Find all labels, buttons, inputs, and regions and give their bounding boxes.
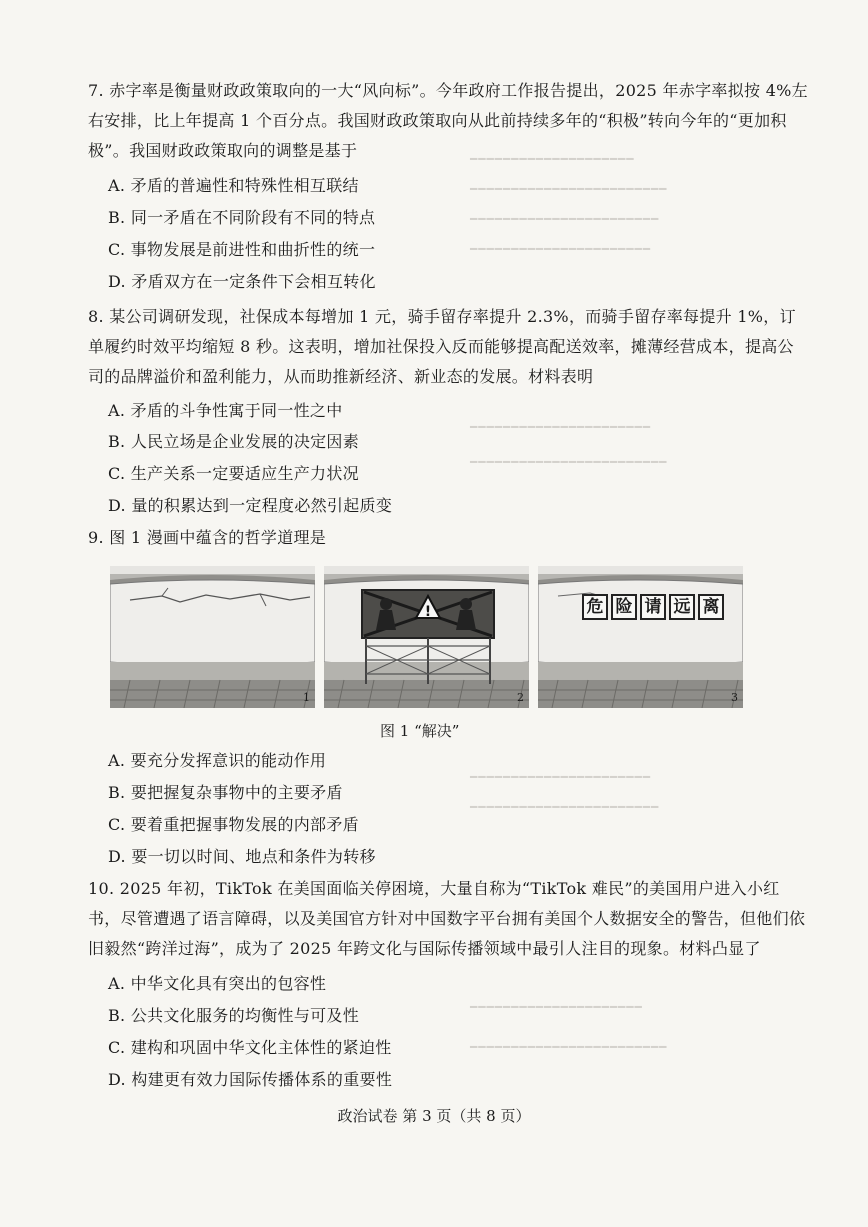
bleed-through-text: ━━━━━━━━━━━━━━━━━━━━━━━━: [470, 455, 668, 469]
danger-sign-char: 险: [611, 594, 637, 620]
question-9-option-c: C. 要着重把握事物发展的内部矛盾: [108, 815, 359, 834]
question-9-stem: 9. 图 1 漫画中蕴含的哲学道理是: [88, 528, 327, 547]
figure-panel-1: [110, 566, 315, 708]
bleed-through-text: ━━━━━━━━━━━━━━━━━━━━━━: [470, 420, 651, 434]
question-8-option-d: D. 量的积累达到一定程度必然引起质变: [108, 496, 393, 515]
question-10-option-c: C. 建构和巩固中华文化主体性的紧迫性: [108, 1038, 392, 1057]
bleed-through-text: ━━━━━━━━━━━━━━━━━━━━━━━━: [470, 182, 668, 196]
danger-sign-char: 远: [669, 594, 695, 620]
bleed-through-text: ━━━━━━━━━━━━━━━━━━━━━━━: [470, 212, 660, 226]
panel-number-2: 2: [517, 691, 524, 704]
bleed-through-text: ━━━━━━━━━━━━━━━━━━━━━━: [470, 770, 651, 784]
page-footer: 政治试卷 第 3 页（共 8 页）: [337, 1107, 531, 1125]
question-9-option-d: D. 要一切以时间、地点和条件为转移: [108, 847, 376, 866]
question-9-option-a: A. 要充分发挥意识的能动作用: [108, 751, 327, 770]
panel-number-3: 3: [731, 691, 738, 704]
question-7-option-c: C. 事物发展是前进性和曲折性的统一: [108, 240, 376, 259]
question-7-option-a: A. 矛盾的普遍性和特殊性相互联结: [108, 176, 359, 195]
figure-panel-2: [324, 566, 529, 708]
question-8-stem: 8. 某公司调研发现，社保成本每增加 1 元，骑手留存率提升 2.3%，而骑手留存率每提升 1%，订单履约时效平均缩短 8 秒。这表明，增加社保投入反而能够提高配送效率，摊薄经营成本，提高公司的品牌溢价和盈利能力，从而助推新经济、新业态的发展。材料表明: [88, 307, 796, 386]
svg-text:!: !: [424, 604, 432, 620]
danger-sign: [582, 594, 724, 620]
question-10-stem: 10. 2025 年初，TikTok 在美国面临关停困境，大量自称为“TikTok 难民”的美国用户进入小红书，尽管遭遇了语言障碍，以及美国官方针对中国数字平台拥有美国个人数据安全的警告，但他们依旧毅然“跨洋过海”，成为了 2025 年跨文化与国际传播领域中最引人注目的现象。材料凸显了: [88, 879, 806, 958]
question-7-option-b: B. 同一矛盾在不同阶段有不同的特点: [108, 208, 376, 227]
bleed-through-text: ━━━━━━━━━━━━━━━━━━━━━━━: [470, 800, 660, 814]
bleed-through-text: ━━━━━━━━━━━━━━━━━━━━━━━━: [470, 1040, 668, 1054]
figure-panel-3: [538, 566, 743, 708]
panel-number-1: 1: [303, 691, 310, 704]
question-7-stem: 7. 赤字率是衡量财政政策取向的一大“风向标”。今年政府工作报告提出，2025 年赤字率拟按 4%左右安排，比上年提高 1 个百分点。我国财政政策取向从此前持续多年的“积极”转向今年的“更加积极”。我国财政政策取向的调整是基于: [88, 81, 808, 160]
question-9-option-b: B. 要把握复杂事物中的主要矛盾: [108, 783, 343, 802]
bleed-through-text: ━━━━━━━━━━━━━━━━━━━━: [470, 152, 635, 166]
question-10-option-a: A. 中华文化具有突出的包容性: [108, 974, 327, 993]
warning-board-illustration: [324, 566, 529, 708]
question-10-option-b: B. 公共文化服务的均衡性与可及性: [108, 1006, 360, 1025]
question-8-option-a: A. 矛盾的斗争性寓于同一性之中: [108, 401, 343, 420]
bleed-through-text: ━━━━━━━━━━━━━━━━━━━━━━: [470, 242, 651, 256]
danger-sign-char: 离: [698, 594, 724, 620]
question-8-option-b: B. 人民立场是企业发展的决定因素: [108, 432, 360, 451]
bleed-through-text: ━━━━━━━━━━━━━━━━━━━━━: [470, 1000, 643, 1014]
danger-sign-char: 请: [640, 594, 666, 620]
danger-sign-char: 危: [582, 594, 608, 620]
figure-caption: 图 1 “解决”: [380, 722, 460, 740]
question-10-option-d: D. 构建更有效力国际传播体系的重要性: [108, 1070, 393, 1089]
cracked-wall-illustration: [110, 566, 315, 708]
question-7-option-d: D. 矛盾双方在一定条件下会相互转化: [108, 272, 376, 291]
danger-sign-wall-illustration: [538, 566, 743, 708]
question-8-option-c: C. 生产关系一定要适应生产力状况: [108, 464, 359, 483]
